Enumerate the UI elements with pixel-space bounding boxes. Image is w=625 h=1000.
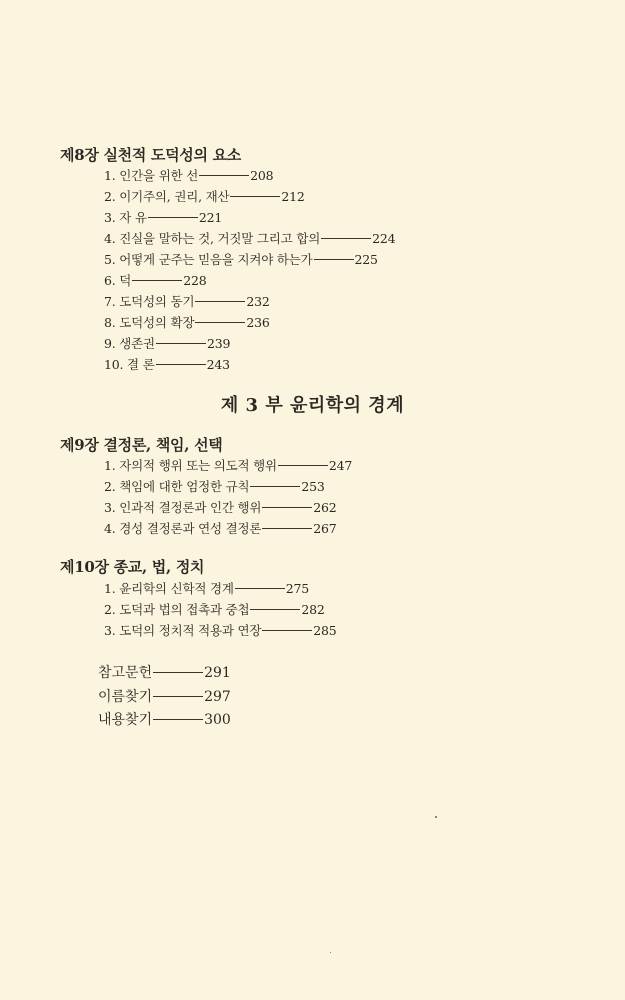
leader-line [153,696,203,697]
toc-entry [104,579,309,597]
toc-entry-page: 243 [206,357,230,372]
leader-line [153,672,203,673]
leader-line [262,528,312,529]
toc-entry-label: 1. 자의적 행위 또는 의도적 행위 [104,458,277,473]
toc-entry-page: 267 [313,521,337,536]
leader-line [156,364,206,365]
leader-line [132,280,182,281]
toc-entry-label: 4. 진실을 말하는 것, 거짓말 그리고 합의 [104,231,321,246]
leader-line [195,322,245,323]
leader-line [195,301,245,302]
toc-entry-label: 10. 결 론 [104,357,155,372]
leader-line [235,588,285,589]
toc-entry [104,313,270,331]
part-3-heading: 제 3 부 윤리학의 경계 [220,395,405,416]
leader-line [153,719,203,720]
leader-line [156,343,206,344]
toc-entry [104,600,325,618]
toc-entry-label: 3. 자 유 [104,210,147,225]
back-matter-page: 297 [204,689,231,705]
leader-line [314,259,354,260]
toc-entry-page: 212 [281,189,305,204]
toc-entry [104,477,325,495]
toc-entry-page: 282 [301,602,325,617]
toc-entry [104,187,305,205]
back-matter-label: 이름찾기 [98,689,153,705]
leader-line [262,507,312,508]
toc-entry [104,456,352,474]
chapter-10-title: 제10장 종교, 법, 정치 [60,558,205,576]
leader-line [321,238,371,239]
toc-entry-page: 221 [198,210,223,225]
toc-entry-label: 2. 책임에 대한 엄정한 규칙 [104,479,250,494]
toc-entry [104,208,222,226]
toc-entry [104,621,337,639]
toc-entry [104,498,337,516]
back-matter-label: 참고문헌 [98,665,153,681]
toc-entry [104,271,206,289]
toc-entry-label: 3. 도덕의 정치적 적용과 연장 [104,623,262,638]
toc-entry [104,519,337,537]
back-matter-page: 291 [204,665,231,681]
back-matter-entry [98,662,231,682]
toc-entry-page: 247 [328,458,353,473]
toc-entry [104,334,230,352]
back-matter-entry [98,686,231,706]
toc-entry [104,229,395,247]
toc-entry-page: 262 [313,500,337,515]
toc-entry-page: 275 [285,581,309,596]
toc-entry-page: 208 [250,168,274,183]
back-matter-label: 내용찾기 [98,712,153,728]
leader-line [278,465,328,466]
leader-line [250,609,300,610]
toc-entry-label: 1. 인간을 위한 선 [104,168,199,183]
toc-entry [104,292,270,310]
toc-entry-page: 236 [246,315,270,330]
toc-entry-page: 253 [301,479,325,494]
toc-entry-label: 5. 어떻게 군주는 믿음을 지켜야 하는가 [104,252,313,267]
leader-line [199,175,249,176]
toc-entry-label: 1. 윤리학의 신학적 경계 [104,581,234,596]
toc-entry-page: 232 [246,294,270,309]
toc-entry [104,355,230,373]
leader-line [262,630,312,631]
toc-entry-label: 6. 덕 [104,273,132,288]
back-matter-entry [98,709,231,729]
toc-entry-page: 285 [313,623,337,638]
paper-speck [330,952,331,953]
toc-entry-page: 225 [354,252,378,267]
leader-line [148,217,198,218]
leader-line [230,196,280,197]
toc-entry-label: 4. 경성 결정론과 연성 결정론 [104,521,262,536]
toc-entry-label: 2. 도덕과 법의 접촉과 중첩 [104,602,250,617]
back-matter-page: 300 [204,712,231,728]
toc-entry [104,250,378,268]
chapter-8-title: 제8장 실천적 도덕성의 요소 [60,146,241,164]
toc-entry-label: 3. 인과적 결정론과 인간 행위 [104,500,262,515]
toc-entry-page: 239 [206,336,231,351]
leader-line [250,486,300,487]
toc-entry-page: 228 [183,273,207,288]
paper-speck [435,816,437,818]
toc-entry-page: 224 [372,231,396,246]
toc-entry-label: 2. 이기주의, 권리, 재산 [104,189,230,204]
toc-entry-label: 7. 도덕성의 동기 [104,294,195,309]
chapter-9-title: 제9장 결정론, 책임, 선택 [60,436,223,454]
toc-entry-label: 9. 생존권 [104,336,155,351]
toc-entry-label: 8. 도덕성의 확장 [104,315,195,330]
toc-entry [104,166,273,184]
